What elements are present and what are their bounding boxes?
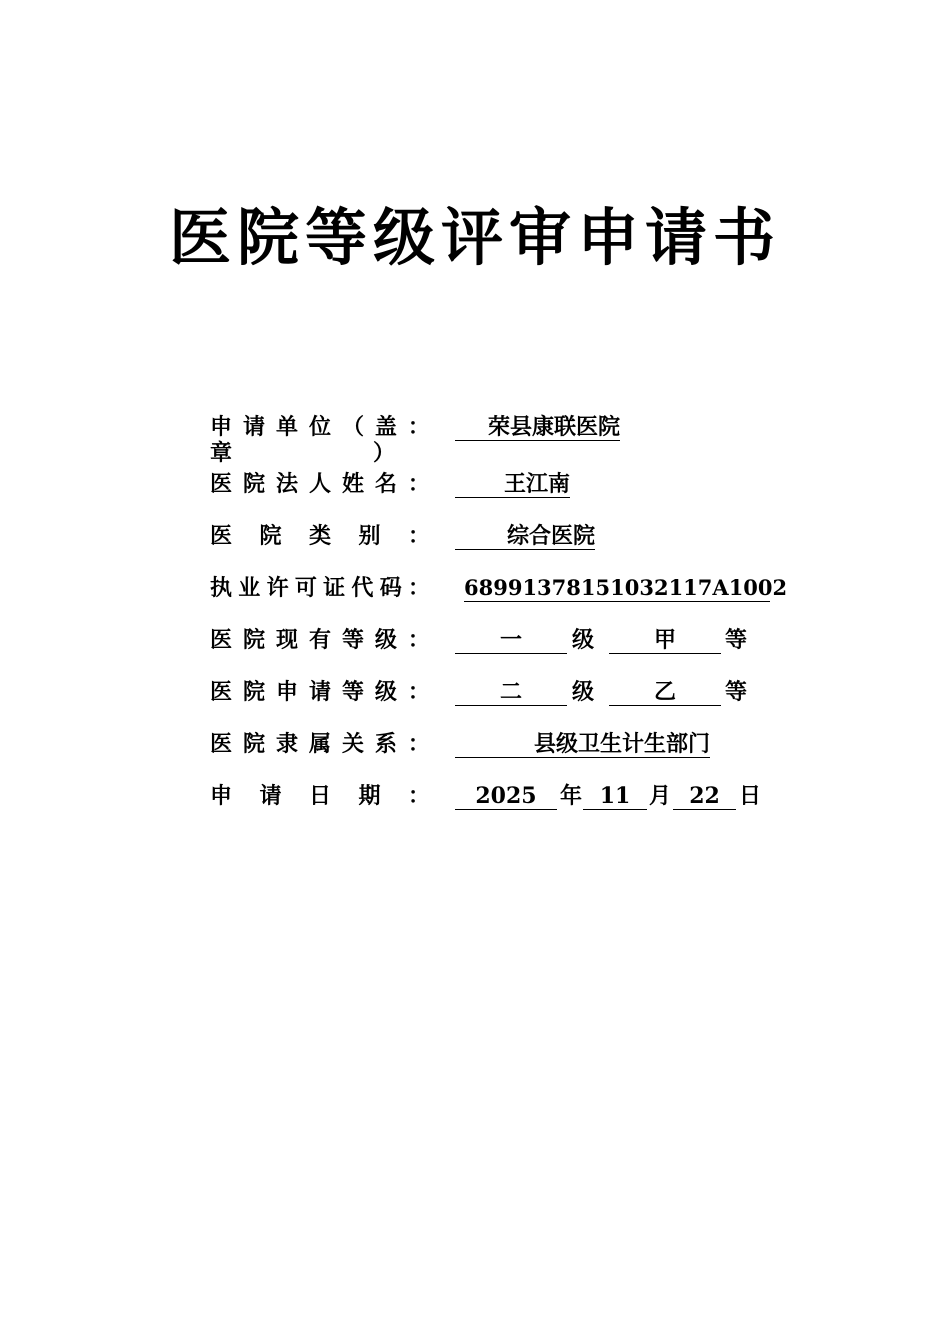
date-month-value[interactable]: 11 (583, 783, 647, 810)
legal-person-value[interactable]: 王江南 (455, 471, 570, 498)
date-day-unit: 日 (739, 783, 762, 809)
legal-person-label: 医 院 法 人 姓 名 ： (210, 471, 430, 497)
current-level-value[interactable]: 一 (455, 627, 567, 654)
field-category (0, 523, 950, 563)
date-month-unit: 月 (649, 783, 672, 809)
field-apply-level (0, 679, 950, 719)
field-affiliation (0, 731, 950, 771)
field-date (0, 783, 950, 823)
apply-level-label: 医 院 申 请 等 级 ： (210, 679, 430, 705)
apply-level-value[interactable]: 二 (455, 679, 567, 706)
category-value[interactable]: 综合医院 (455, 523, 595, 550)
field-applicant (0, 414, 950, 466)
current-grade-unit: 等 (725, 627, 748, 653)
affiliation-label: 医 院 隶 属 关 系 ： (210, 731, 430, 757)
field-license (0, 575, 950, 615)
license-value[interactable]: 68991378151032117A1002 (464, 575, 788, 600)
date-day-value[interactable]: 22 (673, 783, 736, 810)
current-grade-value[interactable]: 甲 (609, 627, 721, 654)
field-current-level (0, 627, 950, 667)
apply-grade-unit: 等 (725, 679, 748, 705)
affiliation-value[interactable]: 县级卫生计生部门 (455, 731, 710, 758)
apply-level-unit: 级 (572, 679, 595, 705)
current-level-label: 医 院 现 有 等 级 ： (210, 627, 430, 653)
applicant-value[interactable]: 荣县康联医院 (455, 414, 620, 441)
applicant-label: 申 请 单 位 （ 盖 ： 章 ） (210, 414, 430, 466)
apply-grade-value[interactable]: 乙 (609, 679, 721, 706)
date-year-unit: 年 (560, 783, 583, 809)
category-label: 医 院 类 别 ： (210, 523, 430, 549)
document-title: 医院等级评审申请书 (168, 201, 781, 274)
current-level-unit: 级 (572, 627, 595, 653)
field-legal-person (0, 471, 950, 511)
date-label: 申 请 日 期 ： (210, 783, 430, 809)
date-year-value[interactable]: 2025 (455, 783, 557, 810)
license-label: 执 业 许 可 证 代 码 ： (210, 575, 430, 601)
